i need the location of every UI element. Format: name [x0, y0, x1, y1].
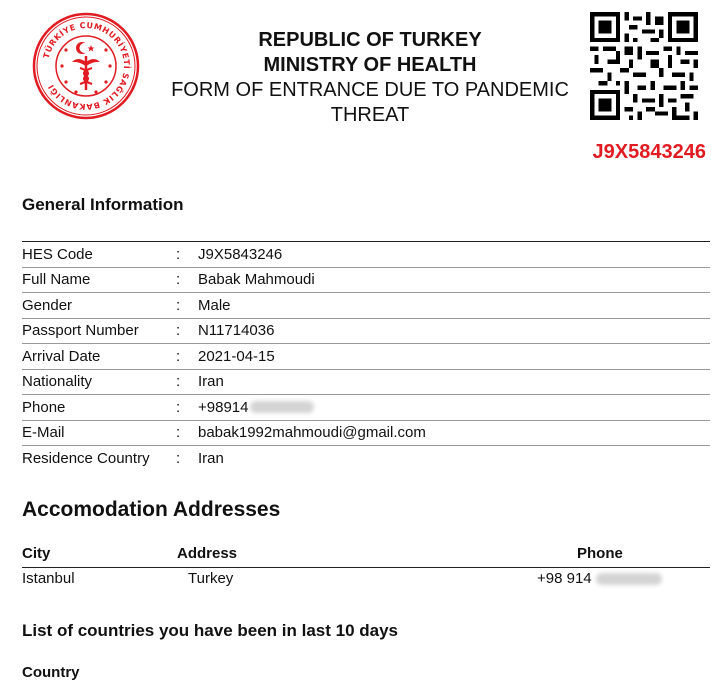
info-colon: :: [176, 373, 181, 391]
info-label: E-Mail: [22, 424, 65, 442]
info-label: Passport Number: [22, 322, 139, 340]
info-label: Nationality: [22, 373, 93, 391]
info-label: Phone: [22, 398, 66, 416]
info-colon: :: [176, 296, 181, 314]
accommodation-row: [22, 570, 710, 590]
header-country: REPUBLIC OF TURKEY: [258, 29, 482, 51]
country-column-header: Country: [22, 664, 80, 681]
info-row: [22, 370, 710, 396]
info-colon: :: [176, 322, 181, 340]
redacted-phone: [250, 401, 314, 413]
qr-code: [590, 12, 698, 120]
info-row: [22, 319, 710, 345]
info-colon: :: [176, 245, 181, 263]
accommodation-address: Turkey: [188, 570, 234, 587]
info-colon: :: [176, 398, 181, 416]
countries-title: List of countries you have been in last 10 days: [22, 621, 399, 640]
info-colon: :: [176, 424, 181, 442]
info-colon: :: [176, 347, 181, 365]
info-row: [22, 446, 710, 472]
info-row: [22, 395, 710, 421]
info-label: Full Name: [22, 271, 91, 289]
info-row: [22, 293, 710, 319]
header-form-title-2: THREAT: [330, 104, 410, 126]
info-label: HES Code: [22, 245, 93, 263]
general-info-title: General Information: [22, 195, 184, 214]
col-phone-header: Phone: [577, 545, 623, 562]
general-info-table: [22, 241, 710, 472]
accommodation-city: Istanbul: [22, 570, 75, 587]
info-value: Iran: [198, 373, 224, 391]
accommodation-phone: +98 914: [537, 570, 592, 587]
info-label: Gender: [22, 296, 73, 314]
info-value: N11714036: [198, 322, 275, 340]
col-city-header: City: [22, 545, 51, 562]
info-value: Babak Mahmoudi: [198, 271, 315, 289]
document-header: [160, 28, 580, 128]
info-value: Male: [198, 296, 231, 314]
info-value: babak1992mahmoudi@gmail.com: [198, 424, 426, 442]
info-label: Residence Country: [22, 450, 150, 468]
ministry-seal-logo: [32, 12, 140, 120]
seal-text: TÜRKİYE CUMHURİYETİ SAĞLIK BAKANLIĞI: [41, 20, 132, 112]
info-label: Arrival Date: [22, 347, 101, 365]
info-row: [22, 421, 710, 447]
hes-code-red: J9X5843246: [592, 141, 706, 163]
info-value: J9X5843246: [198, 245, 283, 263]
col-address-header: Address: [177, 545, 238, 562]
info-row: [22, 344, 710, 370]
accommodation-title: Accomodation Addresses: [22, 498, 281, 521]
info-row: [22, 268, 710, 294]
info-colon: :: [176, 450, 181, 468]
info-value: 2021-04-15: [198, 347, 275, 365]
header-ministry: MINISTRY OF HEALTH: [263, 54, 477, 76]
info-colon: :: [176, 271, 181, 289]
header-form-title: FORM OF ENTRANCE DUE TO PANDEMIC: [171, 79, 569, 101]
info-value: +98914: [198, 398, 249, 416]
accommodation-table-header: [22, 545, 710, 568]
info-value: Iran: [198, 450, 224, 468]
info-row: [22, 242, 710, 268]
redacted-phone: [596, 573, 662, 585]
